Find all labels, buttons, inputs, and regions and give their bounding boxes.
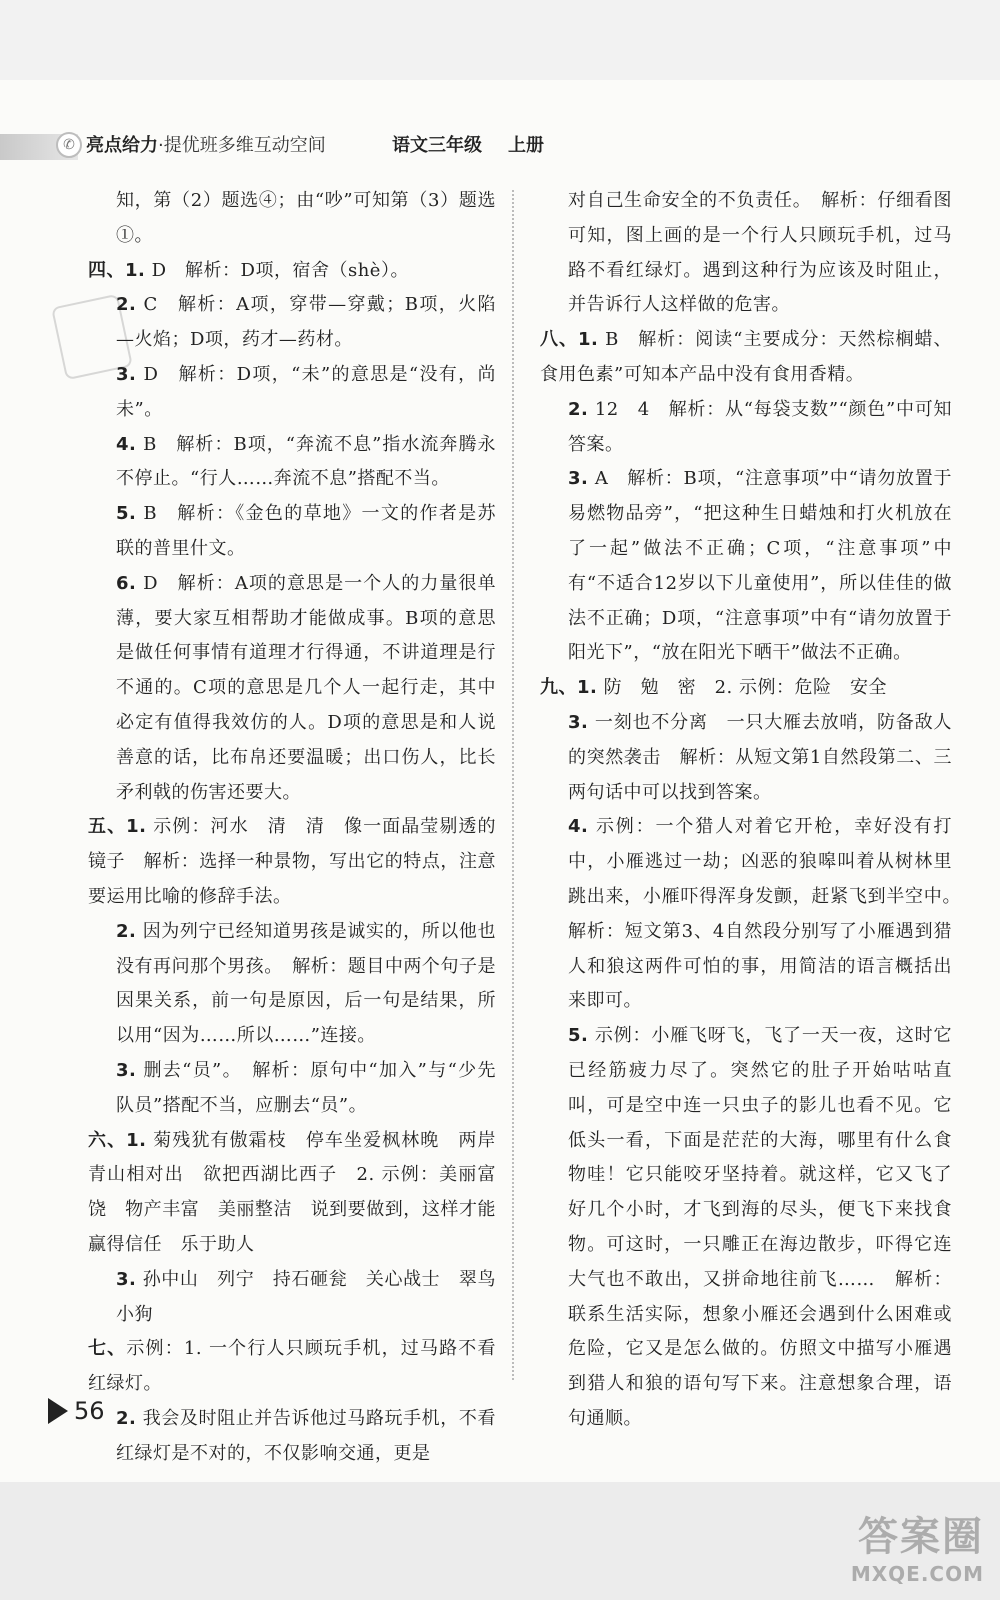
question-label: 6. xyxy=(116,572,137,594)
question-label: 五、1. xyxy=(88,816,147,838)
answer-text: C 解析：A项，穿带—穿戴；B项，火陷—火焰；D项，药才—药材。 xyxy=(116,294,496,351)
question-label: 2. xyxy=(116,1407,137,1429)
left-column xyxy=(88,184,515,1471)
answer-paragraph xyxy=(88,1054,496,1124)
question-label: 九、1. xyxy=(540,677,598,699)
question-label: 5. xyxy=(116,503,137,525)
page-number-text: 56 xyxy=(74,1397,105,1425)
answer-paragraph xyxy=(540,323,952,393)
answer-text: 删去“员”。 解析：原句中“加入”与“少先队员”搭配不当，应删去“员”。 xyxy=(116,1059,496,1116)
answer-text: D 解析：D项，“未”的意思是“没有，尚未”。 xyxy=(116,363,496,420)
answer-text: D 解析：D项，宿舍（shè）。 xyxy=(145,259,409,281)
question-label: 六、1. xyxy=(88,1129,147,1151)
answer-text: 一刻也不分离 一只大雁去放哨，防备敌人的突然袭击 解析：从短文第1自然段第二、三两句话中可以找到答案。 xyxy=(568,711,952,803)
answer-paragraph xyxy=(540,393,952,463)
page-header xyxy=(0,128,1000,168)
answer-paragraph xyxy=(88,184,496,254)
answer-paragraph xyxy=(540,671,952,706)
column-divider xyxy=(512,190,514,1380)
answer-paragraph xyxy=(88,1332,496,1402)
answer-text: 示例：1. 一个行人只顾玩手机，过马路不看红绿灯。 xyxy=(88,1338,496,1395)
answer-paragraph xyxy=(88,1124,496,1263)
question-label: 4. xyxy=(116,433,137,455)
question-label: 2. xyxy=(568,398,589,420)
question-label: 七、 xyxy=(88,1338,127,1360)
answer-text: 示例：河水 清 清 像一面晶莹剔透的镜子 解析：选择一种景物，写出它的特点，注意要运用比喻的修辞手法。 xyxy=(88,816,496,907)
page-arrow-icon xyxy=(48,1398,68,1424)
question-label: 4. xyxy=(568,816,589,838)
answer-text: 菊残犹有傲霜枝 停车坐爱枫林晚 两岸青山相对出 欲把西湖比西子 2. 示例：美丽富饶 物产丰富 美丽整洁 说到要做到，这样才能赢得信任 乐于助人 xyxy=(88,1129,496,1255)
answer-paragraph xyxy=(88,1263,515,1333)
answer-text: 防 勉 密 2. 示例：危险 安全 xyxy=(597,677,887,699)
question-label: 2. xyxy=(116,920,137,942)
volume-label: 上册 xyxy=(508,135,544,156)
top-margin xyxy=(0,0,1000,80)
answer-paragraph xyxy=(88,497,496,567)
answer-paragraph xyxy=(540,810,971,1019)
answer-paragraph xyxy=(88,428,496,498)
answer-paragraph xyxy=(88,358,496,428)
site-watermark xyxy=(851,1505,984,1586)
question-label: 3. xyxy=(116,1059,137,1081)
answer-paragraph xyxy=(88,810,496,914)
answer-text: B 解析：《金色的草地》一文的作者是苏联的普里什文。 xyxy=(116,503,496,559)
answer-text: 知，第（2）题选④；由“吵”可知第（3）题选①。 xyxy=(116,190,496,246)
question-label: 四、1. xyxy=(88,259,146,281)
answer-text: 因为列宁已经知道男孩是诚实的，所以他也没有再问那个男孩。 解析：题目中两个句子是因果关系，前一句是原因，后一句是结果，所以用“因为……所以……”连接。 xyxy=(116,920,496,1047)
answer-text: 我会及时阻止并告诉他过马路玩手机，不看红绿灯是不对的，不仅影响交通，更是 xyxy=(116,1407,496,1464)
question-label: 2. xyxy=(116,294,137,316)
question-label: 3. xyxy=(116,363,137,385)
answer-text: 对自己生命安全的不负责任。 解析：仔细看图可知，图上画的是一个行人只顾玩手机，过马路不看红绿灯。遇到这种行为应该及时阻止，并告诉行人这样做的危害。 xyxy=(568,190,952,316)
question-label: 3. xyxy=(116,1268,137,1290)
answer-text: 孙中山 列宁 持石砸瓮 关心战士 翠鸟 小狗 xyxy=(116,1268,515,1325)
brand-title xyxy=(86,131,326,157)
answer-paragraph xyxy=(540,184,952,323)
brand-logo-icon: ✆ xyxy=(56,132,82,158)
watermark-logo-text: 答案圈 xyxy=(858,1514,984,1560)
right-column xyxy=(540,184,971,1437)
answer-paragraph xyxy=(540,1019,952,1437)
brand-name: 亮点给力 xyxy=(86,135,158,156)
answer-text: D 解析：A项的意思是一个人的力量很单薄，要大家互相帮助才能做成事。B项的意思是做任何事情有道理才行得通，不讲道理是行不通的。C项的意思是几个人一起行走，其中必定有值得我效仿的人。D项的意思是和人说善意的话，比布帛还要温暖；出口伤人，比长矛利戟的伤害还要大。 xyxy=(116,572,496,803)
watermark-url: MXQE.COM xyxy=(850,1562,984,1586)
answer-text: 12 4 解析：从“每袋支数”“颜色”中可知答案。 xyxy=(568,398,952,455)
answer-paragraph xyxy=(88,567,496,811)
question-label: 5. xyxy=(568,1025,589,1047)
answer-paragraph xyxy=(88,1402,496,1472)
answer-paragraph xyxy=(88,915,496,1054)
question-label: 3. xyxy=(568,468,589,490)
answer-text: A 解析：B项，“注意事项”中“请勿放置于易燃物品旁”，“把这种生日蜡烛和打火机放在了一起”做法不正确；C项，“注意事项”中有“不适合12岁以下儿童使用”，所以佳佳的做法不正确；D项，“注意事项”中有“请勿放置于阳光下”，“放在阳光下晒干”做法不正确。 xyxy=(568,468,952,664)
question-label: 3. xyxy=(568,711,589,733)
answer-text: B 解析：阅读“主要成分：天然棕榈蜡、食用色素”可知本产品中没有食用香精。 xyxy=(540,329,952,385)
answer-paragraph xyxy=(540,462,952,671)
answer-paragraph xyxy=(88,254,496,289)
brand-subtitle: ·提优班多维互动空间 xyxy=(158,135,326,156)
answer-paragraph xyxy=(540,706,952,810)
answer-text: 示例：小雁飞呀飞，飞了一天一夜，这时它已经筋疲力尽了。突然它的肚子开始咕咕直叫，可是空中连一只虫子的影儿也看不见。它低头一看，下面是茫茫的大海，哪里有什么食物哇！它只能咬牙坚持着。就这样，它又飞了好几个小时，才飞到海的尽头，便飞下来找食物。可这时，一只雕正在海边散步，吓得它连大气也不敢出，又拼命地往前飞…… 解析：联系生活实际，想象小雁还会遇到什么困难或危险，它又是怎么做的。仿照文中描写小雁遇到猎人和狼的语句写下来。注意想象合理，语句通顺。 xyxy=(568,1025,952,1429)
question-label: 八、1. xyxy=(540,329,599,351)
page-number xyxy=(48,1396,105,1432)
answer-text: 示例：一个猎人对着它开枪，幸好没有打中，小雁逃过一劫；凶恶的狼嗥叫着从树林里跳出来，小雁吓得浑身发颤，赶紧飞到半空中。 解析：短文第3、4自然段分别写了小雁遇到猎人和狼这两件可怕的事，用简洁的语言概括出来即可。 xyxy=(568,816,971,1012)
grade-label: 语文三年级 xyxy=(392,135,482,156)
answer-paragraph xyxy=(88,288,496,358)
answer-text: B 解析：B项，“奔流不息”指水流奔腾永不停止。“行人……奔流不息”搭配不当。 xyxy=(116,433,496,490)
